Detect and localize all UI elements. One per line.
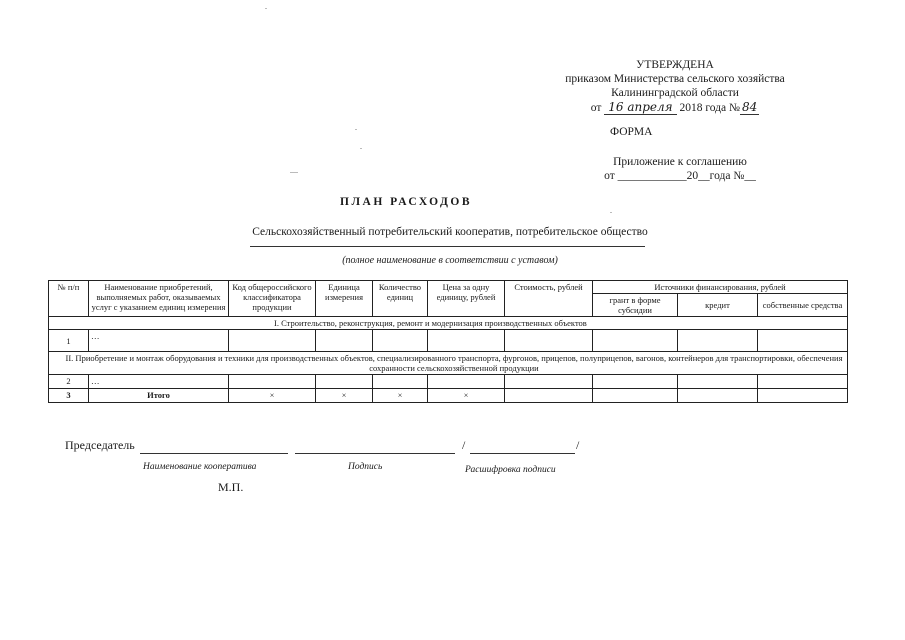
scan-speck <box>360 148 362 149</box>
annex-title: Приложение к соглашению <box>613 156 747 168</box>
cell <box>505 375 593 389</box>
row-1-name: … <box>89 330 229 352</box>
header-credit: кредит <box>678 294 758 317</box>
cell <box>758 375 848 389</box>
approval-order: приказом Министерства сельского хозяйства <box>565 73 785 85</box>
approval-title: УТВЕРЖДЕНА <box>636 59 714 71</box>
chairman-label: Председатель <box>65 438 135 452</box>
section-2-title: II. Приобретение и монтаж оборудования и техники для производственных объектов, специализированного транспорта, фургонов, прицепов, полуприцепов, вагонов, контейнеров для транспортировки, обеспечения сохранности сельскохозяйственной продукции <box>49 352 848 375</box>
cell <box>758 330 848 352</box>
total-unit-x: × <box>316 389 373 403</box>
header-cost: Стоимость, рублей <box>505 281 593 317</box>
cell <box>593 330 678 352</box>
cell <box>428 330 505 352</box>
handwritten-date: 16 апреля <box>604 100 676 115</box>
cell <box>229 330 316 352</box>
cell <box>505 330 593 352</box>
cell <box>428 375 505 389</box>
slash-separator: / <box>576 438 580 452</box>
total-price-x: × <box>428 389 505 403</box>
decode-note: Расшифровка подписи <box>465 465 556 475</box>
total-qty-x: × <box>373 389 428 403</box>
section-1-title: I. Строительство, реконструкция, ремонт и модернизация производственных объектов <box>49 317 848 330</box>
cell <box>316 375 373 389</box>
cell <box>593 375 678 389</box>
section-row <box>49 317 848 330</box>
annex-block <box>560 155 800 183</box>
total-label: Итого <box>89 389 229 403</box>
signature-line <box>295 453 455 454</box>
header-unit: Единица измерения <box>316 281 373 317</box>
org-name-note: Наименование кооператива <box>143 462 257 472</box>
annex-date-line: от ____________20__года №__ <box>604 170 756 182</box>
header-price: Цена за одну единицу, рублей <box>428 281 505 317</box>
section-row <box>49 352 848 375</box>
row-2-num: 2 <box>49 375 89 389</box>
approval-date-line <box>500 100 850 115</box>
table-header-row <box>49 281 848 294</box>
scan-speck <box>265 8 267 9</box>
header-name: Наименование приобретений, выполняемых работ, оказываемых услуг с указанием единиц измерения <box>89 281 229 317</box>
document-title: ПЛАН РАСХОДОВ <box>340 196 473 208</box>
header-own-funds: собственные средства <box>758 294 848 317</box>
decode-line <box>470 453 575 454</box>
approval-block <box>500 58 850 115</box>
total-num: 3 <box>49 389 89 403</box>
scan-speck <box>290 172 298 173</box>
header-num: № п/п <box>49 281 89 317</box>
header-qty: Количество единиц <box>373 281 428 317</box>
cell <box>678 330 758 352</box>
cell <box>373 375 428 389</box>
header-grant: грант в форме субсидии <box>593 294 678 317</box>
header-sources: Источники финансирования, рублей <box>593 281 848 294</box>
org-name-line <box>140 453 288 454</box>
cell <box>593 389 678 403</box>
cell <box>229 375 316 389</box>
total-code-x: × <box>229 389 316 403</box>
slash-separator: / <box>462 438 466 452</box>
cell <box>316 330 373 352</box>
scan-speck <box>610 212 612 213</box>
approval-region: Калининградской области <box>611 87 739 99</box>
cell <box>678 389 758 403</box>
approval-date-mid: 2018 года № <box>679 102 740 114</box>
scan-speck <box>355 129 357 130</box>
row-1-num: 1 <box>49 330 89 352</box>
row-2-name: … <box>89 375 229 389</box>
header-code: Код общероссийского классификатора продукции <box>229 281 316 317</box>
approval-date-prefix: от <box>590 102 602 114</box>
table-row <box>49 375 848 389</box>
document-subtitle: Сельскохозяйственный потребительский кооператив, потребительское общество <box>252 226 648 238</box>
cell <box>758 389 848 403</box>
stamp-place: М.П. <box>218 480 244 494</box>
cell <box>373 330 428 352</box>
form-label: ФОРМА <box>610 126 653 138</box>
table-row <box>49 330 848 352</box>
expense-plan-table <box>48 280 848 403</box>
cell <box>505 389 593 403</box>
signature-note: Подпись <box>348 462 383 472</box>
total-row <box>49 389 848 403</box>
subtitle-underline <box>250 246 645 247</box>
cell <box>678 375 758 389</box>
subtitle-note: (полное наименование в соответствии с уставом) <box>342 255 558 266</box>
handwritten-number: 84 <box>741 100 758 114</box>
